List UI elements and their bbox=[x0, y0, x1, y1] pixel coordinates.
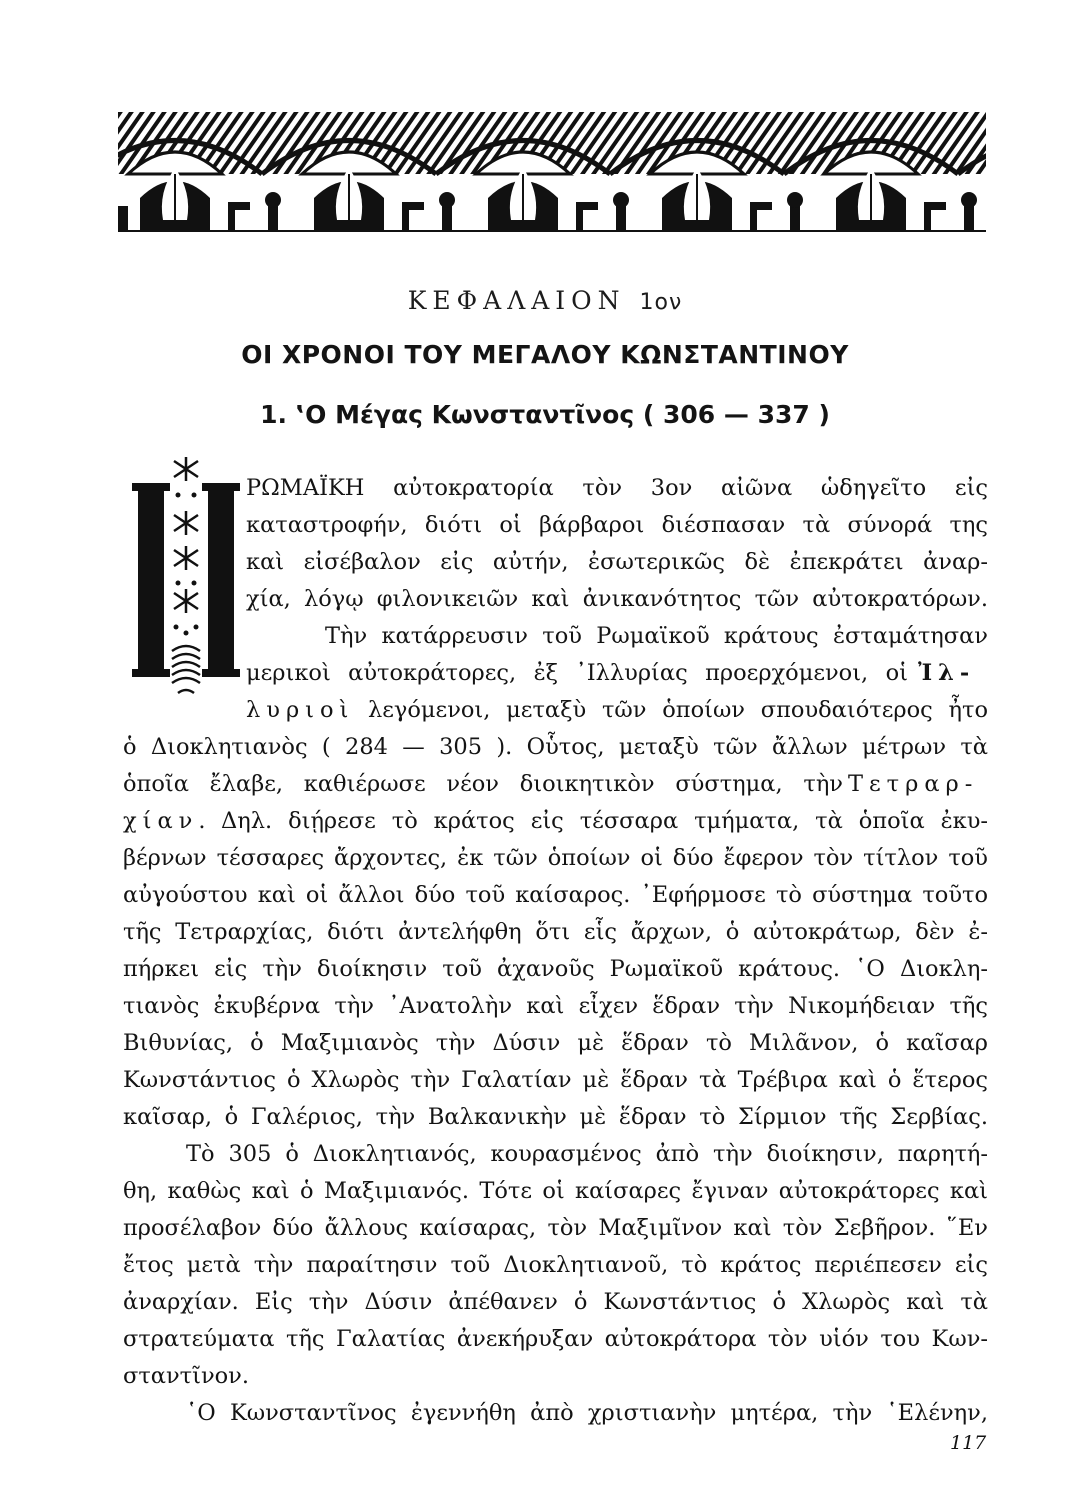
text-line: καῖσαρ, ὁ Γαλέριος, τὴν Βαλκανικὴν μὲ ἕδραν τὸ Σίρμιον τῆς Σερβίας. bbox=[123, 1104, 988, 1130]
text-line: θη, καθὼς καὶ ὁ Μαξιμιανός. Τότε οἱ καίσαρες ἔγιναν αὐτοκράτορες καὶ bbox=[123, 1178, 988, 1204]
text-line: ἀναρχίαν. Εἰς τὴν Δύσιν ἀπέθανεν ὁ Κωνστάντιος ὁ Χλωρὸς καὶ τὰ bbox=[123, 1289, 988, 1315]
text-line: ΡΩΜΑΪΚΗ αὐτοκρατορία τὸν 3ον αἰῶνα ὡδηγεῖτο εἰς bbox=[246, 475, 988, 501]
text-line-spaced: χίαν. bbox=[123, 808, 212, 834]
ornamental-dropcap-letter bbox=[132, 455, 240, 705]
section-title: 1. ‛Ο Μέγας Κωνσταντῖνος ( 306 — 337 ) bbox=[260, 400, 830, 429]
text-line: λεγόμενοι, μεταξὺ τῶν ὁποίων σπουδαιότερος ἦτο bbox=[368, 697, 988, 723]
chapter-label: ΚΕΦΑΛΑΙΟΝ bbox=[407, 286, 626, 315]
text-line-spaced: λυριοὶ bbox=[246, 697, 355, 723]
text-line: Τὴν κατάρρευσιν τοῦ Ρωμαϊκοῦ κράτους ἐσταμάτησαν bbox=[325, 623, 988, 649]
chapter-title: ΟΙ ΧΡΟΝΟΙ ΤΟΥ ΜΕΓΑΛΟΥ ΚΩΝΣΤΑΝΤΙΝΟΥ bbox=[241, 340, 849, 369]
text-line: ἔτος μετὰ τὴν παραίτησιν τοῦ Διοκλητιανοῦ, τὸ κράτος περιέπεσεν εἰς bbox=[123, 1252, 988, 1278]
text-line: Τὸ 305 ὁ Διοκλητιανός, κουρασμένος ἀπὸ τὴν διοίκησιν, παρητή- bbox=[186, 1141, 988, 1167]
text-line: Κωνστάντιος ὁ Χλωρὸς τὴν Γαλατίαν μὲ ἕδραν τὰ Τρέβιρα καὶ ὁ ἕτερος bbox=[123, 1067, 988, 1093]
text-line: Δηλ. διῄρεσε τὸ κράτος εἰς τέσσαρα τμήματα, τὰ ὁποῖα ἐκυ- bbox=[221, 808, 988, 834]
text-line: στρατεύματα τῆς Γαλατίας ἀνεκήρυξαν αὐτοκράτορα τὸν υἱόν του Κων- bbox=[123, 1326, 988, 1352]
text-line: Βιθυνίας, ὁ Μαξιμιανὸς τὴν Δύσιν μὲ ἕδραν τὸ Μιλᾶνον, ὁ καῖσαρ bbox=[123, 1030, 988, 1056]
chapter-heading bbox=[0, 286, 1090, 315]
text-line-spaced: Ἰλ- bbox=[918, 660, 976, 686]
text-line: τιανὸς ἐκυβέρνα τὴν ᾿Ανατολὴν καὶ εἶχεν ἕδραν τὴν Νικομήδειαν τῆς bbox=[123, 993, 988, 1019]
text-line: καταστροφήν, διότι οἱ βάρβαροι διέσπασαν τὰ σύνορά της bbox=[246, 512, 988, 538]
text-line: ὁ Διοκλητιανὸς ( 284 — 305 ). Οὗτος, μεταξὺ τῶν ἄλλων μέτρων τὰ bbox=[123, 734, 988, 760]
text-line: ῾Ο Κωνσταντῖνος ἐγεννήθη ἀπὸ χριστιανὴν μητέρα, τὴν ῾Ελένην, bbox=[186, 1400, 988, 1426]
text-line: τῆς Τετραρχίας, διότι ἀντελήφθη ὅτι εἷς ἄρχων, ὁ αὐτοκράτωρ, δὲν ἐ- bbox=[123, 919, 988, 945]
ornamental-header-banner bbox=[118, 112, 986, 232]
text-line: προσέλαβον δύο ἄλλους καίσαρας, τὸν Μαξιμῖνον καὶ τὸν Σεβῆρον. ῞Εν bbox=[123, 1215, 988, 1241]
text-line: βέρνων τέσσαρες ἄρχοντες, ἐκ τῶν ὁποίων οἱ δύο ἔφερον τὸν τίτλον τοῦ bbox=[123, 845, 988, 871]
chapter-number: 1ον bbox=[639, 290, 683, 315]
text-line: καὶ εἰσέβαλον εἰς αὐτήν, ἐσωτερικῶς δὲ ἐπεκράτει ἀναρ- bbox=[246, 549, 988, 575]
text-line: ὁποῖα ἔλαβε, καθιέρωσε νέον διοικητικὸν σύστημα, τὴν bbox=[123, 771, 843, 797]
text-line: πήρκει εἰς τὴν διοίκησιν τοῦ ἀχανοῦς Ρωμαϊκοῦ κράτους. ῾Ο Διοκλη- bbox=[123, 956, 988, 982]
text-line-spaced: Τετραρ- bbox=[848, 771, 979, 797]
text-line: σταντῖνον. bbox=[123, 1363, 250, 1389]
text-line: χία, λόγῳ φιλονικειῶν καὶ ἀνικανότητος τῶν αὐτοκρατόρων. bbox=[246, 586, 988, 612]
text-line: αὐγούστου καὶ οἱ ἄλλοι δύο τοῦ καίσαρος. ᾿Εφήρμοσε τὸ σύστημα τοῦτο bbox=[123, 882, 988, 908]
text-line: μερικοὶ αὐτοκράτορες, ἐξ ᾿Ιλλυρίας προερχόμενοι, οἱ bbox=[246, 660, 908, 686]
page-number: 117 bbox=[950, 1432, 987, 1454]
